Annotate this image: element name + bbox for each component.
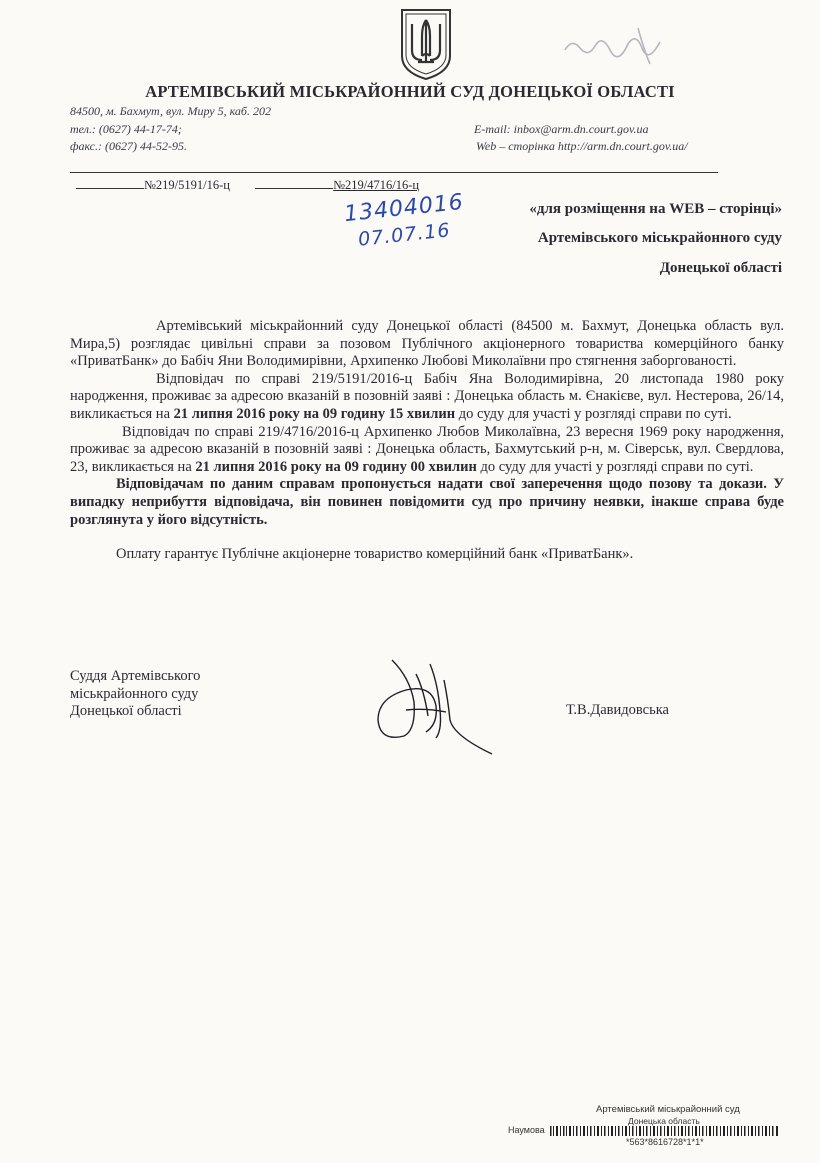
paragraph-defendant-1: Відповідач по справі 219/5191/2016-ц Бабіч Яна Володимирівна, 20 листопада 1980 року народження, проживає за адресою вказаній в позовній заяві : Донецька область м. Єнакієве, вул. Нестерова, 26/14, викликається на 21 липня 2016 року на 09 годину 15 хвилин до суду для участі у розгляді справи по суті. [70,370,784,422]
addressee-line-1: «для розміщення на WEB – сторінці» [529,201,782,217]
court-fax: факс.: (0627) 44-52-95. [70,139,187,153]
case-number-1: №219/5191/16-ц [144,178,230,192]
judge-name: Т.В.Давидовська [566,702,669,718]
footer-court-name: Артемівський міськрайонний суд [596,1104,740,1115]
incoming-date-stamp: 07.07.16 [357,219,452,251]
clerk-name: Наумова [508,1125,545,1135]
court-phone: тел.: (0627) 44-17-74; [70,122,182,136]
hearing-time-2: 21 липня 2016 року на 09 годину 00 хвилин [195,458,477,475]
paragraph-notice: Відповідачам по даним справам пропонується надати свої заперечення щодо позову та докази. У випадку неприбуття відповідача, він повинен повідомити суд про причину неявки, інакше справа буде розглянута у його відсутність. [70,476,784,528]
hearing-time-1: 21 липня 2016 року на 09 годину 15 хвилин [173,405,456,422]
case-number-2: №219/4716/16-ц [333,178,420,192]
judge-position: Суддя Артемівського міськрайонного суду Донецької області [70,668,201,719]
court-website: Web – сторінка http://arm.dn.court.gov.ua/ [476,139,688,153]
handwritten-signature-icon [370,650,500,760]
paragraph-defendant-2: Відповідач по справі 219/4716/2016-ц Архипенко Любов Миколаївна, 23 вересня 1969 року народження, проживає за адресою вказаній в позовній заяві : Донецька область, Бахмутський р-н, м. Сіверськ, вул. Свердлова, 23, викликається на 21 липня 2016 року на 09 годину 00 хвилин до суду для участі у розгляді справи по суті. [70,423,784,475]
pencil-scribble-icon [560,20,670,70]
paragraph-intro: Артемівський міськрайонний суду Донецької області (84500 м. Бахмут, Донецька область вул. Мира,5) розглядає цивільні справи за позовом Публічного акціонерного товариства комерційного банку «ПриватБанк» до Бабіч Яни Володимирівни, Архипенко Любові Миколаївни про стягнення заборгованості. [70,318,784,370]
barcode-icon [550,1126,780,1136]
addressee-line-2: Артемівського міськрайонного суду [537,230,782,246]
court-name-heading: АРТЕМІВСЬКИЙ МІСЬКРАЙОННИЙ СУД ДОНЕЦЬКОЇ ОБЛАСТІ [145,82,675,101]
addressee-line-3: Донецької області [659,260,782,276]
barcode-number: *563*8616728*1*1* [626,1137,704,1147]
footer-court-region: Донецька область [628,1116,700,1126]
header-divider [70,172,718,173]
trident-emblem-icon [398,6,454,82]
blank-line [255,176,333,189]
court-email: E-mail: inbox@arm.dn.court.gov.ua [474,122,649,136]
blank-line [76,176,144,189]
letter-body [70,318,784,564]
court-address: 84500, м. Бахмут, вул. Миру 5, каб. 202 [70,104,271,118]
incoming-number-stamp: 13404016 [343,189,465,228]
reference-line [76,176,419,193]
paragraph-payment: Оплату гарантує Публічне акціонерне товариство комерційний банк «ПриватБанк». [116,546,634,563]
